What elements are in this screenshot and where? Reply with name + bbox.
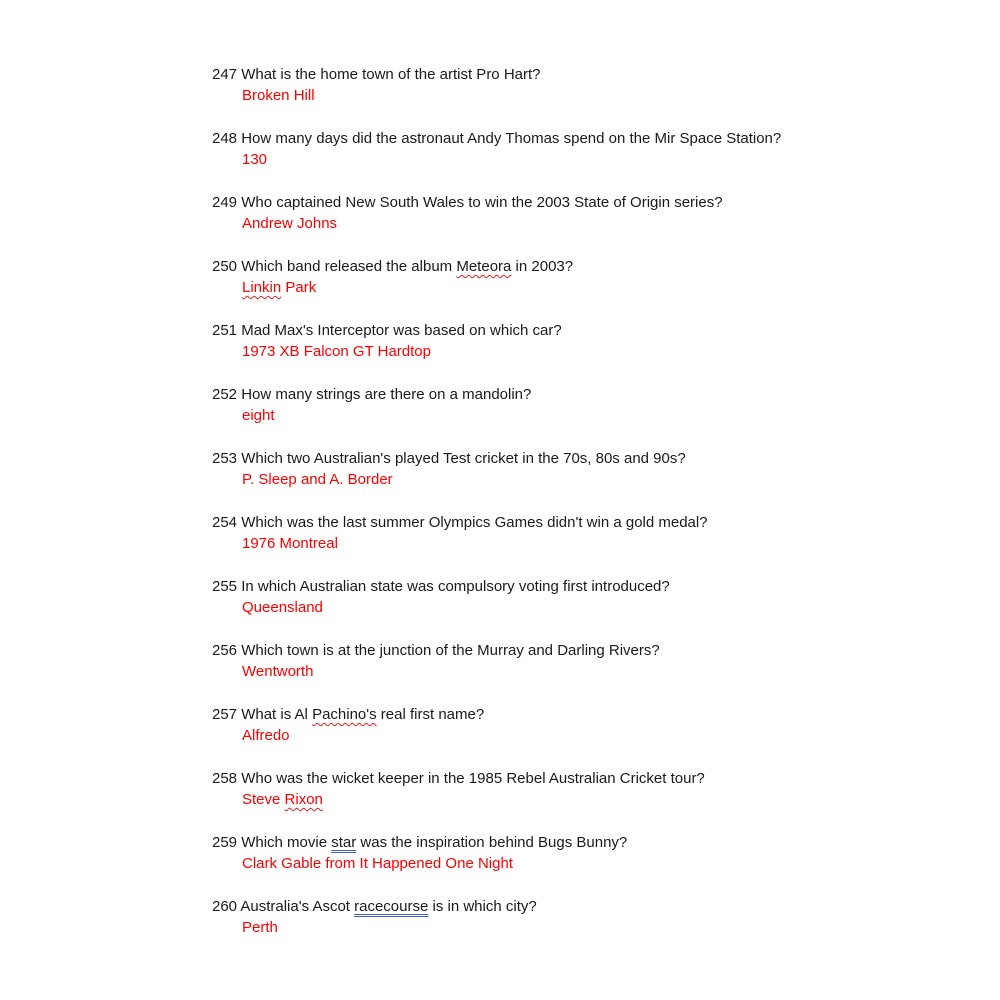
question-text: is in which city? xyxy=(428,898,537,915)
question-text: Who captained New South Wales to win the 2003 State of Origin series? xyxy=(241,194,723,211)
answer-text: 1973 XB Falcon GT Hardtop xyxy=(242,343,431,360)
answer-line xyxy=(212,469,972,490)
answer-line xyxy=(212,597,972,618)
quiz-item xyxy=(212,320,972,384)
answer-text: Andrew Johns xyxy=(242,215,338,232)
question-text: Which two Australian's played Test cricket in the 70s, 80s and 90s? xyxy=(241,450,686,467)
answer-line xyxy=(212,853,972,874)
quiz-item xyxy=(212,768,972,832)
question-text: How many days did the astronaut Andy Thomas spend on the Mir Space Station? xyxy=(241,130,782,147)
quiz-item xyxy=(212,256,972,320)
answer-line xyxy=(212,725,972,746)
answer-line xyxy=(212,917,972,938)
answer-text: Perth xyxy=(242,919,278,936)
quiz-item xyxy=(212,192,972,256)
question-line xyxy=(212,512,972,533)
answer-text: Queensland xyxy=(242,599,323,616)
quiz-item xyxy=(212,448,972,512)
question-number: 252 xyxy=(212,386,238,403)
answer-text: 1976 Montreal xyxy=(242,535,338,552)
answer-line xyxy=(212,661,972,682)
question-number: 247 xyxy=(212,66,238,83)
quiz-item xyxy=(212,832,972,896)
answer-line xyxy=(212,277,972,298)
question-line xyxy=(212,832,972,853)
question-line xyxy=(212,256,972,277)
question-number: 260 xyxy=(212,898,238,915)
question-line xyxy=(212,192,972,213)
question-text: Which movie xyxy=(241,834,332,851)
answer-text: Broken Hill xyxy=(242,87,315,104)
question-line xyxy=(212,320,972,341)
question-text: Mad Max's Interceptor was based on which car? xyxy=(241,322,562,339)
answer-line xyxy=(212,533,972,554)
question-number: 253 xyxy=(212,450,238,467)
spelling-flagged-word: Pachino's xyxy=(312,706,377,723)
question-line xyxy=(212,704,972,725)
grammar-flagged-word: racecourse xyxy=(354,898,429,915)
question-line xyxy=(212,768,972,789)
question-text: In which Australian state was compulsory voting first introduced? xyxy=(241,578,670,595)
question-number: 257 xyxy=(212,706,238,723)
quiz-list xyxy=(212,64,972,960)
quiz-item xyxy=(212,64,972,128)
question-text: real first name? xyxy=(376,706,485,723)
question-number: 248 xyxy=(212,130,238,147)
question-text: What is the home town of the artist Pro Hart? xyxy=(241,66,541,83)
question-text: Which band released the album xyxy=(241,258,457,275)
quiz-item xyxy=(212,128,972,192)
question-text: Which was the last summer Olympics Games didn't win a gold medal? xyxy=(241,514,708,531)
question-number: 259 xyxy=(212,834,238,851)
answer-text: Alfredo xyxy=(242,727,290,744)
grammar-flagged-word: star xyxy=(331,834,357,851)
question-line xyxy=(212,448,972,469)
answer-line xyxy=(212,85,972,106)
question-text: Which town is at the junction of the Murray and Darling Rivers? xyxy=(241,642,660,659)
question-line xyxy=(212,576,972,597)
question-line xyxy=(212,640,972,661)
question-number: 255 xyxy=(212,578,238,595)
quiz-item xyxy=(212,896,972,960)
question-text: Australia's Ascot xyxy=(240,898,355,915)
quiz-item xyxy=(212,384,972,448)
question-number: 256 xyxy=(212,642,238,659)
question-text: What is Al xyxy=(241,706,313,723)
question-number: 258 xyxy=(212,770,238,787)
question-line xyxy=(212,384,972,405)
quiz-item xyxy=(212,640,972,704)
answer-line xyxy=(212,149,972,170)
answer-text: eight xyxy=(242,407,275,424)
question-line xyxy=(212,64,972,85)
answer-line xyxy=(212,213,972,234)
question-number: 249 xyxy=(212,194,238,211)
spelling-flagged-word: Linkin xyxy=(242,279,282,296)
question-number: 254 xyxy=(212,514,238,531)
question-text: in 2003? xyxy=(511,258,574,275)
spelling-flagged-word: Rixon xyxy=(284,791,323,808)
answer-line xyxy=(212,405,972,426)
answer-text: Wentworth xyxy=(242,663,314,680)
answer-line xyxy=(212,341,972,362)
question-text: was the inspiration behind Bugs Bunny? xyxy=(356,834,628,851)
question-text: How many strings are there on a mandolin? xyxy=(241,386,532,403)
answer-text: 130 xyxy=(242,151,268,168)
quiz-item xyxy=(212,576,972,640)
question-number: 251 xyxy=(212,322,238,339)
answer-text: P. Sleep and A. Border xyxy=(242,471,393,488)
question-number: 250 xyxy=(212,258,238,275)
question-line xyxy=(212,128,972,149)
spelling-flagged-word: Meteora xyxy=(456,258,512,275)
quiz-item xyxy=(212,704,972,768)
answer-line xyxy=(212,789,972,810)
answer-text: Park xyxy=(281,279,317,296)
answer-text: Clark Gable from It Happened One Night xyxy=(242,855,513,872)
question-line xyxy=(212,896,972,917)
answer-text: Steve xyxy=(242,791,285,808)
quiz-item xyxy=(212,512,972,576)
question-text: Who was the wicket keeper in the 1985 Rebel Australian Cricket tour? xyxy=(241,770,705,787)
